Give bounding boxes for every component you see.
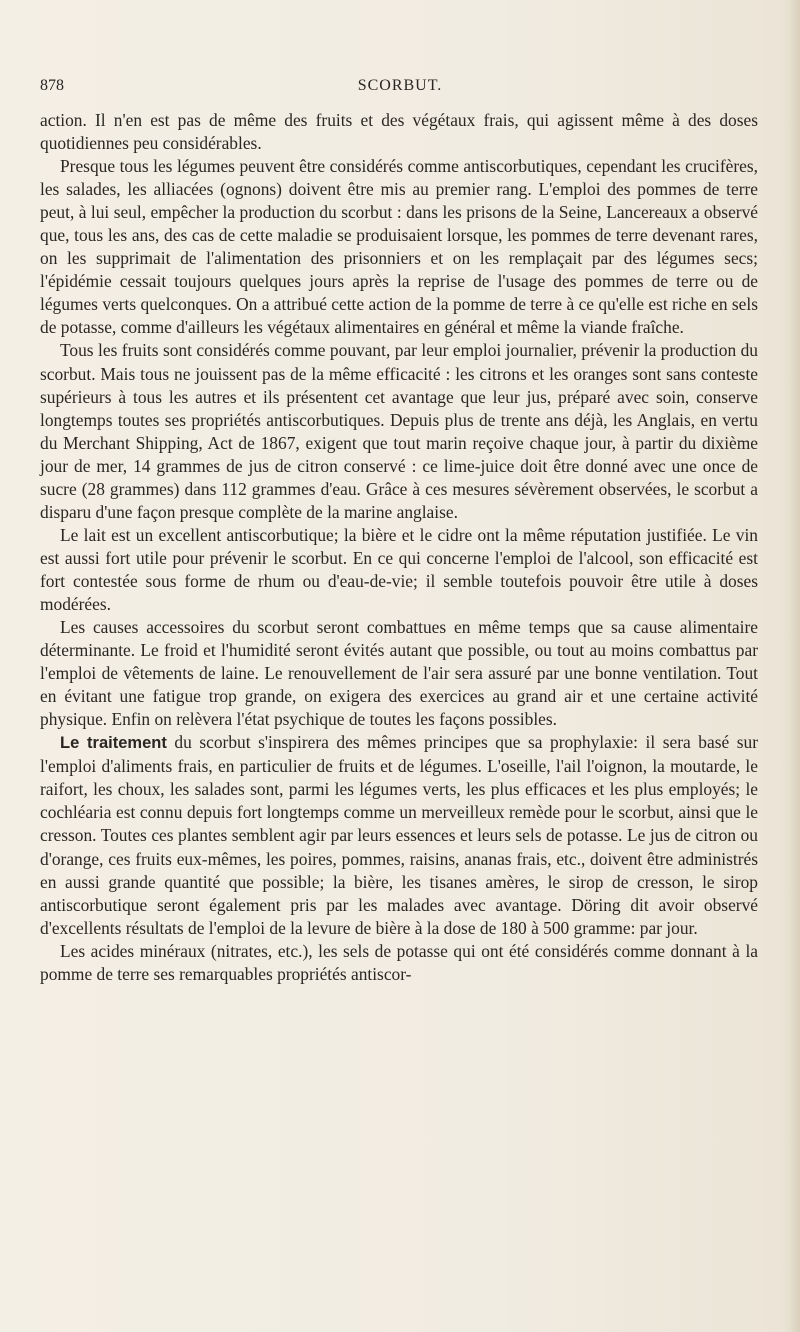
paragraph-treatment <box>40 731 758 939</box>
paragraph-last: Les acides minéraux (nitrates, etc.), les sels de potasse qui ont été considérés comme donnant à la pomme de terre ses remarquables propriétés antiscor- <box>40 940 758 984</box>
paragraph-1: action. Il n'en est pas de même des fruits et des végétaux frais, qui agissent même à des doses quotidiennes peu considérables. <box>40 110 758 154</box>
paragraph-2: Presque tous les légumes peuvent être considérés comme antiscorbutiques, cependant les crucifères, les salades, les alliacées (ognons) doivent être mis au premier rang. L'emploi des pommes de terre peut, à lui seul, empêcher la production du scorbut : dans les prisons de la Seine, Lancereaux a observé que, tous les ans, des cas de cette maladie se produisaient lorsque, les pommes de terre devenant rares, on les supprimait de l'alimentation des prisonniers et on les remplaçait par des légumes secs; l'épidémie cessait toujours quelques jours après la reprise de l'usage des pommes de terre ou de légumes verts quelconques. On a attribué cette action de la pomme de terre à ce qu'elle est riche en sels de potasse, comme d'ailleurs les végétaux alimentaires en général et même la viande fraîche. <box>40 156 758 338</box>
treatment-text: du scorbut s'inspirera des mêmes principes que sa prophylaxie: il sera basé sur l'emploi d'aliments frais, en particulier de fruits et de légumes. L'oseille, l'ail l'oignon, la moutarde, le raifort, les choux, les salades sont, parmi les légumes verts, les plus efficaces et les plus employés; le cochléaria est connu depuis fort longtemps comme un merveilleux remède pour le scorbut, ainsi que le cresson. Toutes ces plantes semblent agir par leurs essences et leurs sels de potasse. Le jus de citron ou d'orange, ces fruits eux-mêmes, les poires, pommes, raisins, ananas frais, etc., doivent être administrés en aussi grande quantité que possible; la bière, les tisanes amères, le sirop de cresson, le sirop antiscorbutique seront également pris par les malades avec avantage. Döring dit avoir observé d'excellents résultats de l'emploi de la levure de bière à la dose de 180 à 500 gramme: par jour. <box>40 732 758 938</box>
page-edge-shadow <box>782 0 800 1332</box>
paragraph-5: Les causes accessoires du scorbut seront combattues en même temps que sa cause alimentaire déterminante. Le froid et l'humidité seront évités autant que possible, ou tout au moins combattus par l'emploi de vêtements de laine. Le renouvellement de l'air sera assuré par une bonne ventilation. Tout en évitant une fatigue trop grande, on exigera des exercices au grand air et une certaine activité physique. Enfin on relèvera l'état psychique de toutes les façons possibles. <box>40 617 758 730</box>
page-body <box>40 109 758 986</box>
page-number: 878 <box>40 77 64 94</box>
treatment-keyword: Le traitement <box>60 734 167 753</box>
paragraph-3: Tous les fruits sont considérés comme pouvant, par leur emploi journalier, prévenir la production du scorbut. Mais tous ne jouissent pas de la même efficacité : les citrons et les oranges sont sans conteste supérieurs à tous les autres et ils présentent cet avantage que leur jus, préparé avec soin, conserve longtemps toutes ses propriétés antiscorbutiques. Depuis plus de trente ans déjà, les Anglais, en vertu du Merchant Shipping, Act de 1867, exigent que tout marin reçoive chaque jour, à partir du dixième jour de mer, 14 grammes de jus de citron conservé : ce lime-juice doit être donné avec une once de sucre (28 grammes) dans 112 grammes d'eau. Grâce à ces mesures sévèrement observées, le scorbut a disparu d'une façon presque complète de la marine anglaise. <box>40 340 758 522</box>
running-title: SCORBUT. <box>357 77 443 94</box>
page-header <box>40 77 760 99</box>
paragraph-4: Le lait est un excellent antiscorbutique; la bière et le cidre ont la même réputation justifiée. Le vin est aussi fort utile pour prévenir le scorbut. En ce qui concerne l'emploi de l'alcool, son efficacité est fort contestée sous forme de rhum ou d'eau-de-vie; il semble toutefois pouvoir être utile à doses modérées. <box>40 524 758 614</box>
